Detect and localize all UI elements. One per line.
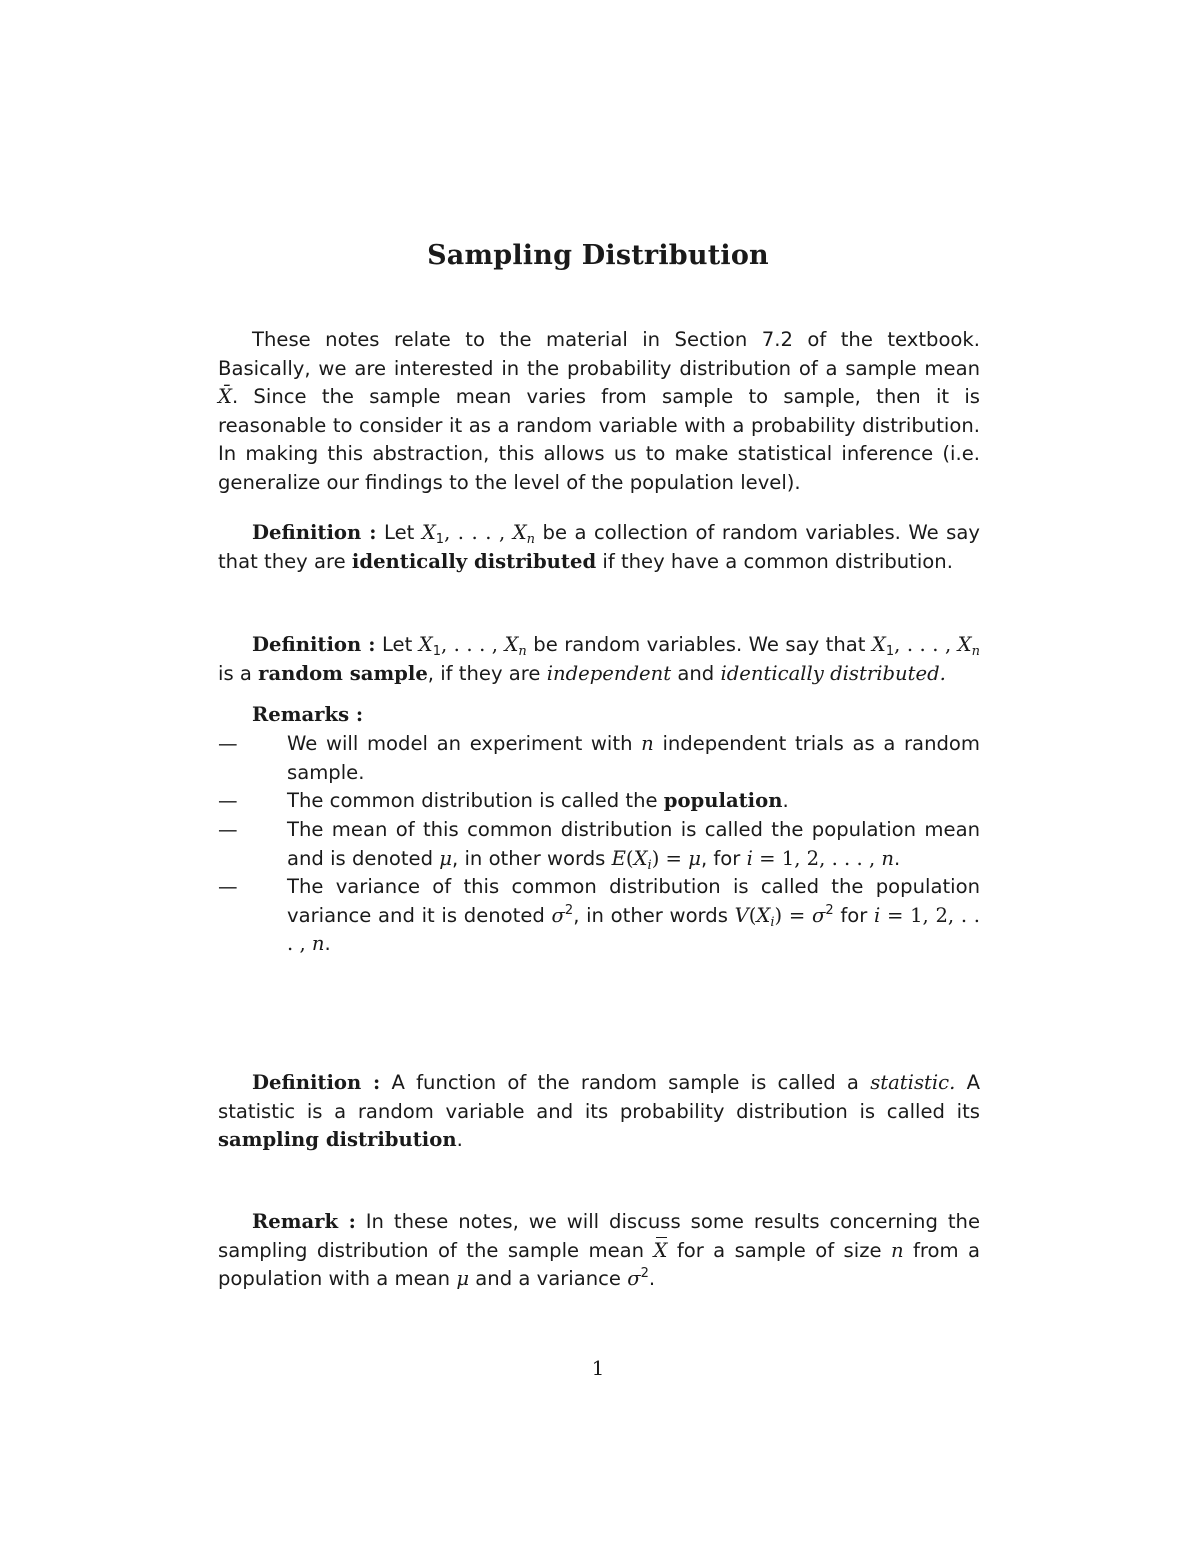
definition-text: is a [218,661,259,685]
definition-text: A statistic is a random variable and its probability distribution is called its [218,1071,980,1123]
math-symbol: X [512,521,527,544]
definition-text: if they have a common distribution. [596,549,953,573]
math-symbol: X [418,633,433,656]
emphasized-term: statistic. [870,1071,956,1094]
remark-text: for a sample of size [667,1238,891,1262]
math-symbol: n [311,932,325,956]
math-subscript: 1 [432,644,441,659]
sample-mean-symbol: X̄ [218,385,232,409]
remark-item-4 [218,873,980,959]
math-paren: ( [625,846,634,870]
sample-mean-symbol: X [653,1238,668,1262]
dash-bullet: — [218,875,238,898]
definition-label: Definition : [252,1071,381,1094]
remark-item-1 [218,730,980,787]
defined-term: sampling distribution [218,1128,457,1152]
definition-text: Let [376,521,422,544]
definition-statistic [218,1069,980,1155]
math-subscript: n [526,532,536,547]
remark-label: Remark : [252,1210,356,1233]
math-superscript: 2 [640,1266,649,1282]
math-symbol: n [881,846,895,870]
math-subscript: n [518,644,527,659]
math-operator: ) = [774,903,812,927]
math-operator: = 1, 2, . . . , [752,846,882,870]
remark-text: from a population with a mean [218,1238,981,1291]
remark-text: , in other words [452,846,612,870]
definition-identically-distributed [218,519,980,576]
remark-text: for [833,903,874,927]
math-superscript: 2 [564,902,574,918]
math-symbol: n [890,1238,904,1262]
remark-text: The mean of this common distribution is called the population mean and is denoted [287,818,980,870]
definition-text: and [671,661,721,685]
page-title: Sampling Distribution [427,240,769,271]
definition-random-sample [218,631,980,688]
math-subscript: i [647,857,652,873]
defined-term: identically distributed [351,549,597,573]
math-ellipsis: , . . . , [444,521,513,544]
page-number: 1 [591,1356,605,1380]
math-superscript: 2 [825,902,834,918]
math-operator: ) = [651,846,689,870]
remark-text: and a variance [469,1267,628,1291]
remark-text: The common distribution is called the [287,789,664,812]
emphasized-term: identically distributed. [720,661,946,685]
definition-text: Let [375,633,419,656]
math-symbol: n [641,732,654,755]
remark-text: . [648,1267,656,1291]
math-symbol: μ [688,846,701,870]
math-symbol: X [421,521,436,544]
math-ellipsis: , . . . , [894,633,958,656]
intro-text-2: . Since the sample mean varies from sample to sample, then it is reasonable to consider it as a random variable with a probability distribution. In making this abstraction, this allows us to make statistical inference (i.e. generalize our findings to the level of the population level). [218,385,980,494]
math-symbol: X [504,633,519,656]
definition-text: , if they are [427,661,547,685]
remark-text: independent trials as a random sample. [287,732,980,784]
remark-text: , for [700,846,747,870]
math-symbol: i [874,903,881,927]
remark-text: We will model an experiment with [287,732,642,755]
math-operator: = 1, 2, . . . , [287,903,980,956]
definition-text: A function of the random sample is called a [380,1071,871,1094]
math-symbol: σ [627,1267,641,1291]
remark-text: . [324,932,331,956]
math-symbol: μ [456,1267,470,1291]
math-symbol: μ [439,846,453,870]
math-symbol: σ [812,903,826,927]
remark-text: . [782,789,789,812]
definition-text: . [456,1128,463,1152]
math-symbol: σ [551,903,565,927]
definition-text: be random variables. We say that [526,633,872,656]
math-symbol: i [746,846,753,870]
remark-text: In these notes, we will discuss some results concerning the sampling distribution of the sample mean [218,1210,980,1262]
math-symbol: X [871,633,886,656]
definition-text: be a collection of random variables. We say that they are [218,521,980,573]
definition-label: Definition : [252,521,377,544]
dash-bullet: — [218,789,238,812]
math-subscript: 1 [435,532,445,547]
intro-text-1: These notes relate to the material in Section 7.2 of the textbook. Basically, we are interested in the probability distribution of a sample mean [218,328,980,380]
remark-item-3 [218,816,980,873]
defined-term: population [663,789,783,812]
remark-paragraph [218,1208,980,1294]
math-subscript: 1 [885,644,895,659]
remark-text: , in other words [573,903,735,927]
math-symbol: X [957,633,972,656]
dash-bullet: — [218,818,238,841]
math-subscript: n [971,644,980,659]
emphasized-term: independent [546,661,672,685]
math-subscript: i [770,914,775,930]
defined-term: random sample [258,661,428,685]
dash-bullet: — [218,732,238,755]
intro-paragraph [218,326,980,498]
math-symbol: X [756,903,771,927]
remark-text: . [894,846,901,870]
math-symbol: V [734,903,749,927]
remark-item-2 [218,787,980,816]
remarks-heading: Remarks : [252,703,364,726]
math-symbol: E [611,846,626,870]
definition-label: Definition : [252,633,376,656]
remark-text: The variance of this common distribution is called the population variance and it is denoted [287,875,980,927]
math-ellipsis: , . . . , [440,633,505,656]
math-paren: ( [748,903,757,927]
math-symbol: X [633,846,648,870]
